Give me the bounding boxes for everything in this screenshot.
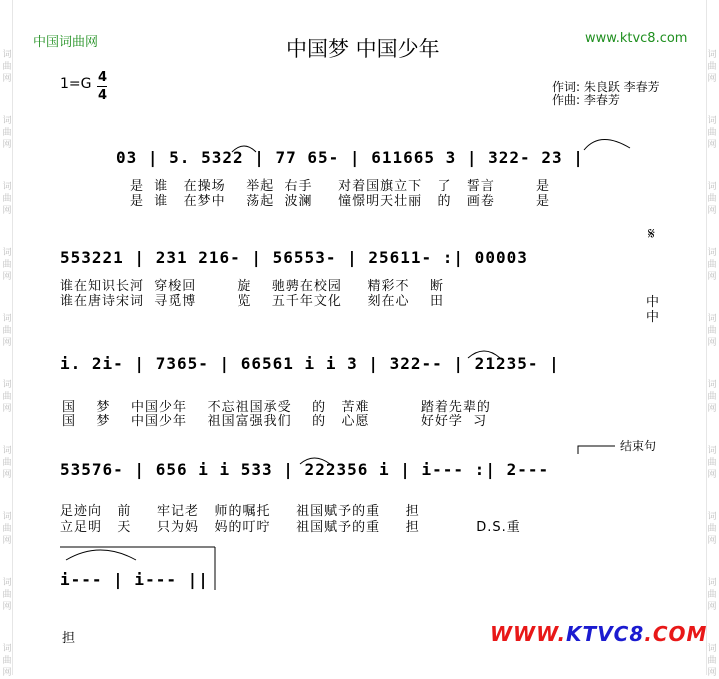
lyricist-credit: 作词: 朱良跃 李春芳	[552, 80, 660, 94]
lyrics-row-3-verse-1: 国 梦 中国少年 不忘祖国承受 的 苦难 踏着先辈的	[62, 400, 491, 415]
notation-row-5: i--- | i--- ||	[60, 570, 209, 589]
watermark-glyph: 网	[2, 536, 12, 546]
watermark-glyph: 曲	[2, 458, 12, 468]
watermark-glyph: 网	[2, 668, 12, 678]
watermark-glyph: 曲	[2, 524, 12, 534]
song-title: 中国梦 中国少年	[286, 37, 440, 61]
time-signature-top: 4	[98, 70, 108, 85]
watermark-glyph: 曲	[2, 392, 12, 402]
lyrics-row-2-pickup-1: 中	[646, 295, 661, 310]
watermark-glyph: 网	[707, 470, 717, 480]
watermark-glyph: 词	[2, 380, 12, 390]
lyrics-row-1-verse-2: 是 谁 在梦中 荡起 波澜 憧憬明天壮丽 的 画卷 是	[130, 194, 550, 209]
composer-credit: 作曲: 李春芳	[552, 93, 620, 107]
watermark-glyph: 词	[2, 248, 12, 258]
watermark-glyph: 曲	[2, 590, 12, 600]
tie-mark	[66, 550, 136, 560]
lyrics-row-1-verse-1: 是 谁 在操场 举起 右手 对着国旗立下 了 誓言 是	[130, 179, 550, 194]
watermark-glyph: 词	[2, 446, 12, 456]
watermark-glyph: 词	[707, 248, 717, 258]
notation-row-2: 553221 | 231 216- | 56553- | 25611- :| 00003	[60, 248, 528, 267]
watermark-glyph: 曲	[2, 656, 12, 666]
watermark-glyph: 网	[2, 338, 12, 348]
key-signature: 1=G	[60, 76, 92, 92]
segno-icon: 𝄋	[648, 224, 655, 243]
watermark-glyph: 词	[707, 446, 717, 456]
lyrics-row-3-verse-2: 国 梦 中国少年 祖国富强我们 的 心愿 好好学 习	[62, 414, 488, 429]
watermark-glyph: 曲	[2, 62, 12, 72]
watermark-glyph: 曲	[707, 590, 717, 600]
watermark-glyph: 曲	[2, 260, 12, 270]
site-url-right[interactable]: www.ktvc8.com	[585, 31, 688, 46]
ending-bracket	[578, 446, 615, 454]
ending-label: 结束句	[620, 439, 657, 453]
notation-row-4: 53576- | 656 i i 533 | 222356 i | i--- :| 2---	[60, 460, 550, 479]
watermark-glyph: 网	[707, 272, 717, 282]
watermark-glyph: 网	[707, 338, 717, 348]
watermark-glyph: 网	[2, 140, 12, 150]
watermark-glyph: 曲	[707, 194, 717, 204]
watermark-glyph: 词	[2, 116, 12, 126]
watermark-glyph: 网	[707, 140, 717, 150]
watermark-glyph: 曲	[707, 656, 717, 666]
notation-row-1: 03 | 5. 5322 | 77 65- | 611665 3 | 322- 23 |	[116, 148, 584, 167]
brand-part-3: .COM	[644, 622, 708, 646]
site-name-left[interactable]: 中国词曲网	[33, 35, 99, 50]
watermark-glyph: 曲	[707, 524, 717, 534]
lyrics-row-2-pickup-2: 中	[646, 310, 661, 325]
time-signature-bottom: 4	[98, 88, 108, 103]
brand-part-1: WWW.	[490, 622, 567, 646]
watermark-glyph: 曲	[707, 62, 717, 72]
watermark-glyph: 词	[707, 644, 717, 654]
watermark-glyph: 曲	[707, 326, 717, 336]
watermark-glyph: 词	[707, 314, 717, 324]
tie-mark	[584, 139, 630, 150]
watermark-glyph: 网	[707, 206, 717, 216]
watermark-glyph: 词	[2, 314, 12, 324]
lyrics-row-4-verse-2: 立足明 天 只为妈 妈的叮咛 祖国赋予的重 担 D.S.重	[60, 520, 521, 535]
watermark-glyph: 词	[707, 380, 717, 390]
slur-mark	[300, 458, 330, 464]
watermark-glyph: 词	[2, 644, 12, 654]
lyrics-row-2-verse-1: 谁在知识长河 穿梭回 旋 驰骋在校园 精彩不 断	[60, 279, 445, 294]
watermark-glyph: 曲	[2, 128, 12, 138]
watermark-glyph: 曲	[2, 326, 12, 336]
slur-mark	[232, 146, 256, 152]
watermark-glyph: 网	[2, 74, 12, 84]
tie-mark	[468, 351, 500, 358]
watermark-glyph: 词	[707, 116, 717, 126]
watermark-glyph: 词	[707, 578, 717, 588]
watermark-glyph: 网	[2, 470, 12, 480]
lyrics-row-2-verse-2: 谁在唐诗宋词 寻觅博 览 五千年文化 刻在心 田	[60, 294, 445, 309]
watermark-glyph: 网	[707, 536, 717, 546]
watermark-glyph: 曲	[2, 194, 12, 204]
watermark-glyph: 网	[707, 74, 717, 84]
brand-part-2: KTVC8	[566, 622, 645, 646]
watermark-glyph: 网	[2, 272, 12, 282]
watermark-glyph: 词	[2, 512, 12, 522]
watermark-glyph: 网	[2, 206, 12, 216]
watermark-glyph: 词	[2, 50, 12, 60]
watermark-glyph: 曲	[707, 128, 717, 138]
watermark-glyph: 网	[707, 404, 717, 414]
notation-row-3: i. 2i- | 7365- | 66561 i i 3 | 322-- | 21235- |	[60, 354, 560, 373]
watermark-glyph: 词	[2, 182, 12, 192]
watermark-glyph: 曲	[707, 260, 717, 270]
watermark-glyph: 网	[2, 404, 12, 414]
brand-logo[interactable]	[490, 622, 707, 646]
watermark-glyph: 网	[2, 602, 12, 612]
watermark-glyph: 词	[707, 512, 717, 522]
watermark-glyph: 网	[707, 668, 717, 678]
watermark-glyph: 曲	[707, 458, 717, 468]
watermark-glyph: 词	[707, 50, 717, 60]
lyrics-row-4-verse-1: 足迹向 前 牢记老 师的嘱托 祖国赋予的重 担	[60, 504, 420, 519]
watermark-glyph: 词	[707, 182, 717, 192]
lyrics-row-5: 担	[62, 631, 77, 646]
watermark-glyph: 网	[707, 602, 717, 612]
watermark-glyph: 曲	[707, 392, 717, 402]
watermark-glyph: 词	[2, 578, 12, 588]
